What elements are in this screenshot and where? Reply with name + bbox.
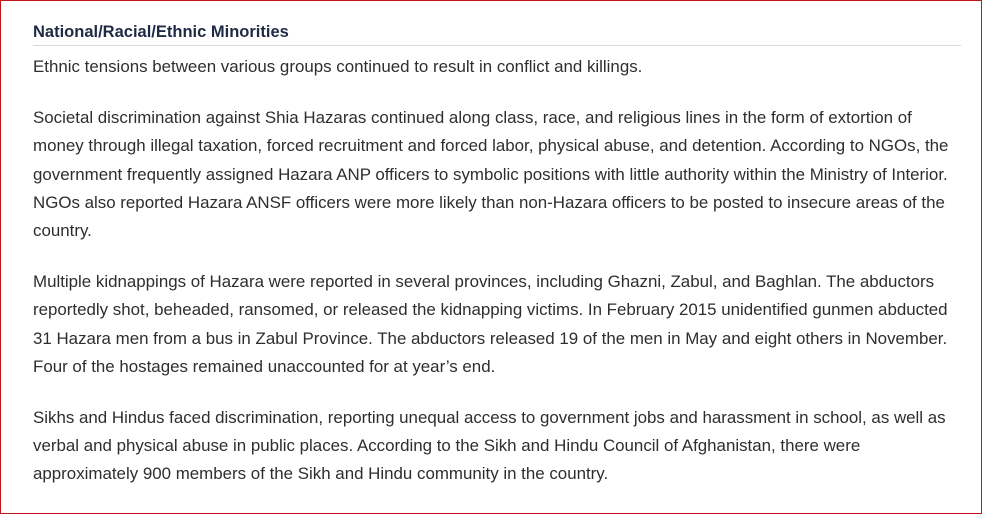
paragraph-sikhs-hindus: Sikhs and Hindus faced discrimination, reporting unequal access to government jobs and harassment in school, as well as verbal and physical abuse in public places. According to the Sikh and Hindu Council of Afghanistan, there were approximately 900 members of the Sikh and Hindu community in the country. bbox=[33, 408, 946, 484]
paragraph-hazara-kidnappings: Multiple kidnappings of Hazara were reported in several provinces, including Ghazni, Zabul, and Baghlan. The abductors reportedly shot, beheaded, ransomed, or released the kidnapping victims. In February 2015 unidentified gunmen abducted 31 Hazara men from a bus in Zabul Province. The abductors released 19 of the men in May and eight others in November. Four of the hostages remained unaccounted for at year’s end. bbox=[33, 272, 948, 376]
section-heading: National/Racial/Ethnic Minorities bbox=[33, 21, 961, 46]
paragraph-ethnic-tensions: Ethnic tensions between various groups continued to result in conflict and killings. bbox=[33, 57, 643, 76]
paragraph-hazara-discrimination: Societal discrimination against Shia Hazaras continued along class, race, and religious lines in the form of extortion of money through illegal taxation, forced recruitment and forced labor, physical abuse, and detention. According to NGOs, the government frequently assigned Hazara ANP officers to symbolic positions with little authority within the Ministry of Interior. NGOs also reported Hazara ANSF officers were more likely than non-Hazara officers to be posted to insecure areas of the country. bbox=[33, 108, 949, 241]
report-section bbox=[33, 21, 961, 489]
